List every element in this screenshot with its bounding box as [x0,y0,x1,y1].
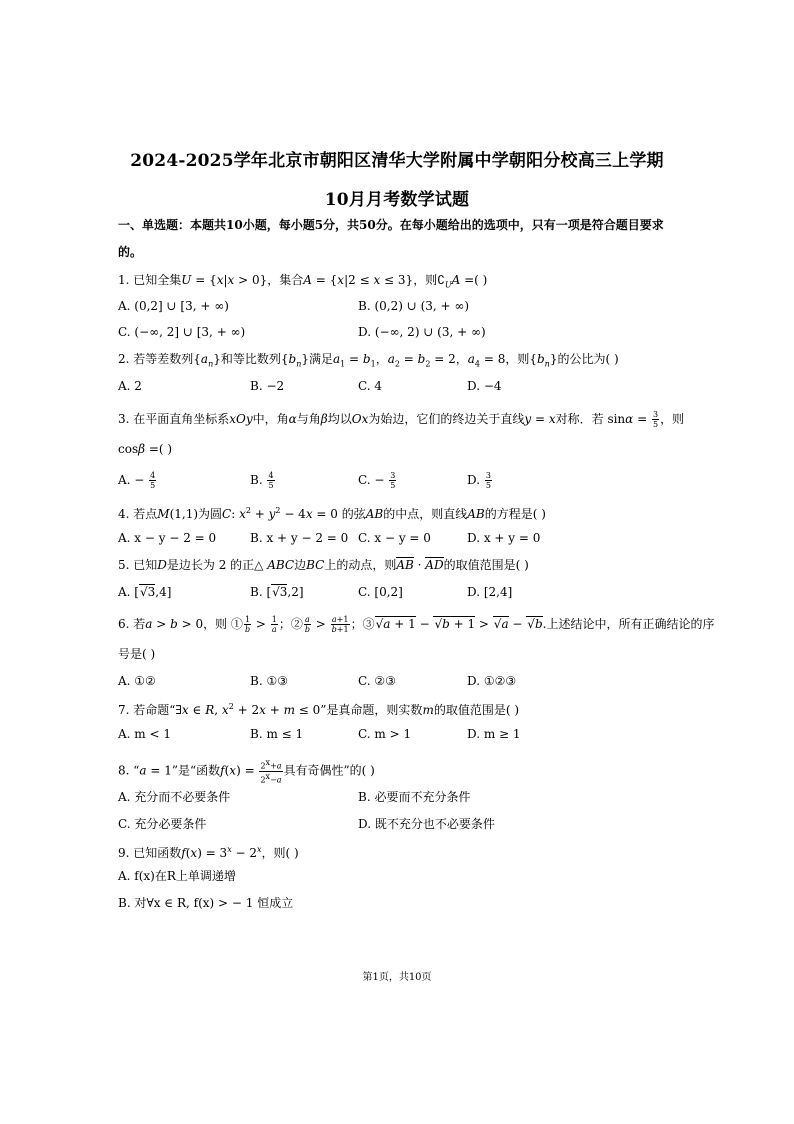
q4-option-a: A. x − y − 2 = 0 [118,531,217,545]
q5-option-d: D. [2,4] [467,585,513,599]
q4-option-b: B. x + y − 2 = 0 [250,531,349,545]
q2-option-b: B. −2 [250,379,285,393]
q8-option-b: B. 必要而不充分条件 [358,790,471,804]
q3-option-d: D. $\frac{3}{5}$ [467,471,491,490]
q5-option-c: C. [0,2] [358,585,403,599]
q8-option-c: C. 充分必要条件 [118,817,207,831]
question-6-cont: 号是( ) [118,647,156,661]
question-9: 9. 已知函数$f(x) = 3^x - 2^x$，则( ) [118,845,299,860]
q1-option-c: C. (−∞, 2] ∪ [3, + ∞) [118,325,246,339]
q5-option-b: B. [√3,2] [250,585,304,599]
q8-option-d: D. 既不充分也不必要条件 [358,817,495,831]
q2-option-a: A. 2 [118,379,142,393]
q1-option-d: D. (−∞, 2) ∪ (3, + ∞) [358,325,486,339]
q7-option-a: A. m < 1 [118,727,171,741]
question-4: 4. 若点M(1,1)为圆C: $x^2 + y^2 - 4x = 0$ 的弦AB的中点，则直线AB的方程是( ) [118,506,546,521]
section-header: 一、单选题：本题共10小题，每小题5分，共50分。在每小题给出的选项中，只有一项是符合题目要求 [118,218,664,232]
q7-option-b: B. m ≤ 1 [250,727,304,741]
q6-option-d: D. ①②③ [467,674,517,688]
q3-option-c: C. − $\frac{3}{5}$ [358,471,396,490]
question-3-cont: cosβ =( ) [118,442,173,456]
q5-option-a: A. [√3,4] [118,585,172,599]
q6-option-a: A. ①② [118,674,156,688]
question-1: 1. 已知全集U = {x|x > 0}，集合A = {x|2 ≤ x ≤ 3}，则$∁_UA$ =( ) [118,273,488,290]
q9-option-b: B. 对∀x ∈ R, f(x) > − 1 恒成立 [118,896,294,910]
question-8: 8. “a = 1”是“函数f(x) = $\frac{2^x+a}{2^x-a}$ 具有奇偶性”的( ) [118,758,375,785]
question-7: 7. 若命题“∃x ∈ R, $x^2 + 2x + m \le 0$”是真命题，则实数m的取值范围是( ) [118,702,520,717]
question-2: 2. 若等差数列$\{a_n\}$和等比数列$\{b_n\}$满足$a_1 = b_1$，$a_2 = b_2 = 2$，$a_4 = 8$，则$\{b_n\}$的公比为( ) [118,352,619,369]
question-5: 5. 已知D是边长为 2 的正△ ABC边BC上的动点，则AB · AD的取值范围是( ) [118,558,529,572]
q1-option-a: A. (0,2] ∪ [3, + ∞) [118,299,229,313]
q8-option-a: A. 充分而不必要条件 [118,790,231,804]
section-header-cont: 的。 [118,245,143,259]
page-footer: 第1页，共10页 [362,972,432,983]
title-line-1: 2024-2025学年北京市朝阳区清华大学附属中学朝阳分校高三上学期 [130,151,664,171]
title-line-2: 10月月考数学试题 [324,190,470,210]
q2-option-c: C. 4 [358,379,383,393]
q1-option-b: B. (0,2) ∪ (3, + ∞) [358,299,470,313]
q7-option-d: D. m ≥ 1 [467,727,521,741]
q3-option-a: A. − $\frac{4}{5}$ [118,471,156,490]
q9-option-a: A. f(x)在R上单调递增 [118,869,236,883]
q2-option-d: D. −4 [467,379,502,393]
q4-option-d: D. x + y = 0 [467,531,541,545]
question-6: 6. 若a > b > 0，则 ① $\frac{1}{b}$ > $\frac{1}{a}$ ；② $\frac{a}{b}$ > $\frac{a+1}{b+1}$ ；③√a + 1 − √b + 1 > √a − √b.上述结论中，所有正确结论的序 [118,615,715,634]
q3-option-b: B. $\frac{4}{5}$ [250,471,274,490]
q6-option-c: C. ②③ [358,674,396,688]
q6-option-b: B. ①③ [250,674,288,688]
q4-option-c: C. x − y = 0 [358,531,431,545]
question-3: 3. 在平面直角坐标系xOy中，角α与角β均以Ox为始边，它们的终边关于直线y = x对称．若 sinα = $\frac{3}{5}$ ，则 [118,410,685,429]
q7-option-c: C. m > 1 [358,727,412,741]
